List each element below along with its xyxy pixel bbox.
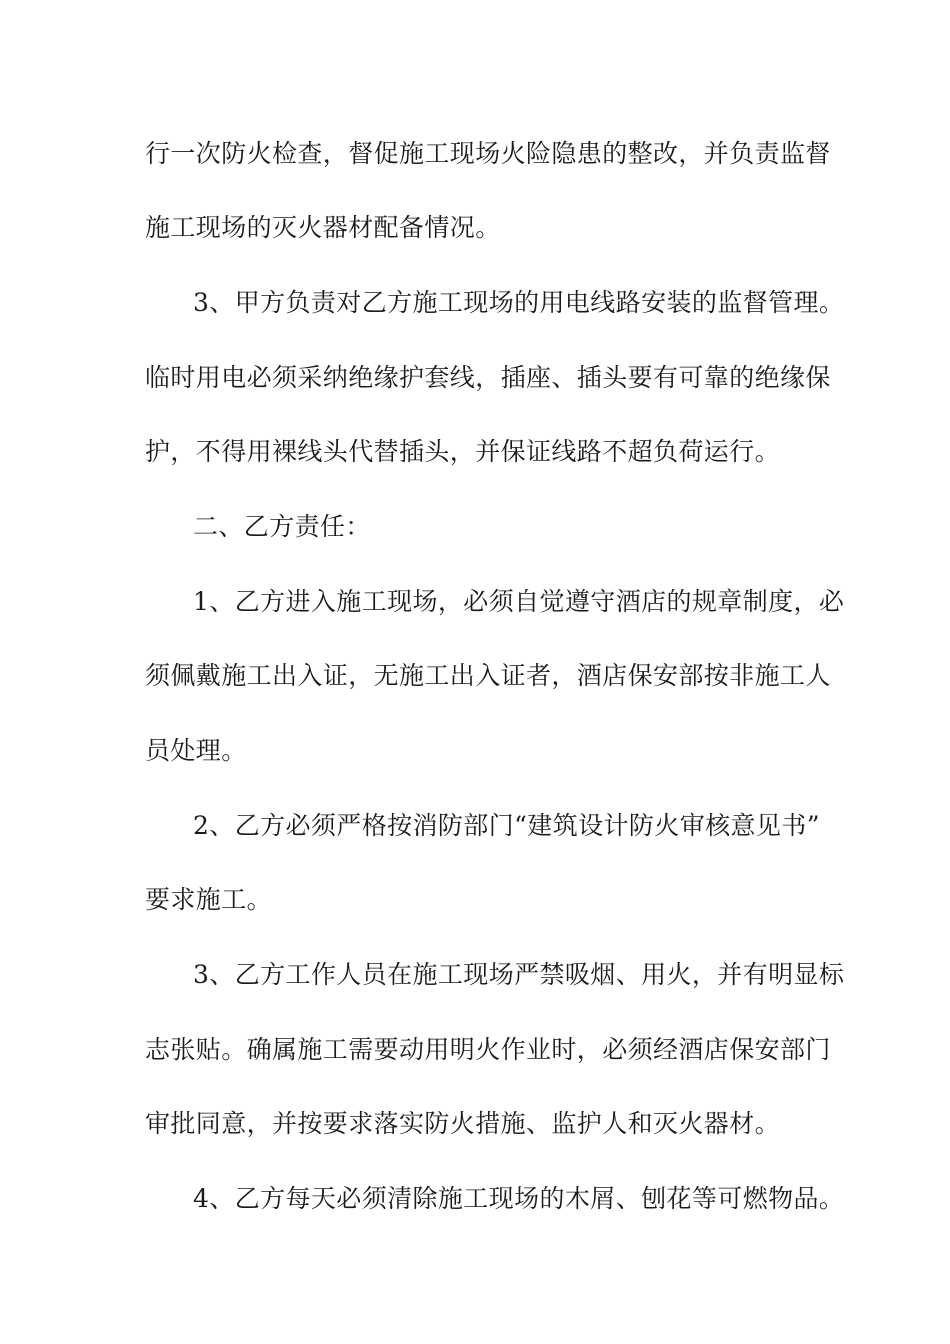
paragraph-b2-start: 2、乙方必须严格按消防部门“建筑设计防火审核意见书” <box>193 811 820 840</box>
text-line-11: 要求施工。 <box>145 885 273 914</box>
text-line-13: 志张贴。确属施工需要动用明火作业时，必须经酒店保安部门 <box>145 1035 831 1064</box>
paragraph-a3-start: 3、甲方负责对乙方施工现场的用电线路安装的监督管理。 <box>193 288 845 317</box>
text-line-8: 须佩戴施工出入证，无施工出入证者，酒店保安部按非施工人 <box>145 661 831 690</box>
text-line-4: 临时用电必须采纳绝缘护套线，插座、插头要有可靠的绝缘保 <box>145 363 831 392</box>
text-line-2: 施工现场的灭火器材配备情况。 <box>145 213 501 242</box>
paragraph-b3-start: 3、乙方工作人员在施工现场严禁吸烟、用火，并有明显标 <box>193 960 845 989</box>
text-line-5: 护，不得用裸线头代替插头，并保证线路不超负荷运行。 <box>145 437 781 466</box>
paragraph-b1-start: 1、乙方进入施工现场，必须自觉遵守酒店的规章制度，必 <box>193 587 845 616</box>
paragraph-b4-start: 4、乙方每天必须清除施工现场的木屑、刨花等可燃物品。 <box>193 1184 845 1213</box>
text-line-9: 员处理。 <box>145 736 247 765</box>
section-heading-party-b: 二、乙方责任： <box>193 512 371 541</box>
text-line-1: 行一次防火检查，督促施工现场火险隐患的整改，并负责监督 <box>145 139 831 168</box>
text-line-14: 审批同意，并按要求落实防火措施、监护人和灭火器材。 <box>145 1109 781 1138</box>
